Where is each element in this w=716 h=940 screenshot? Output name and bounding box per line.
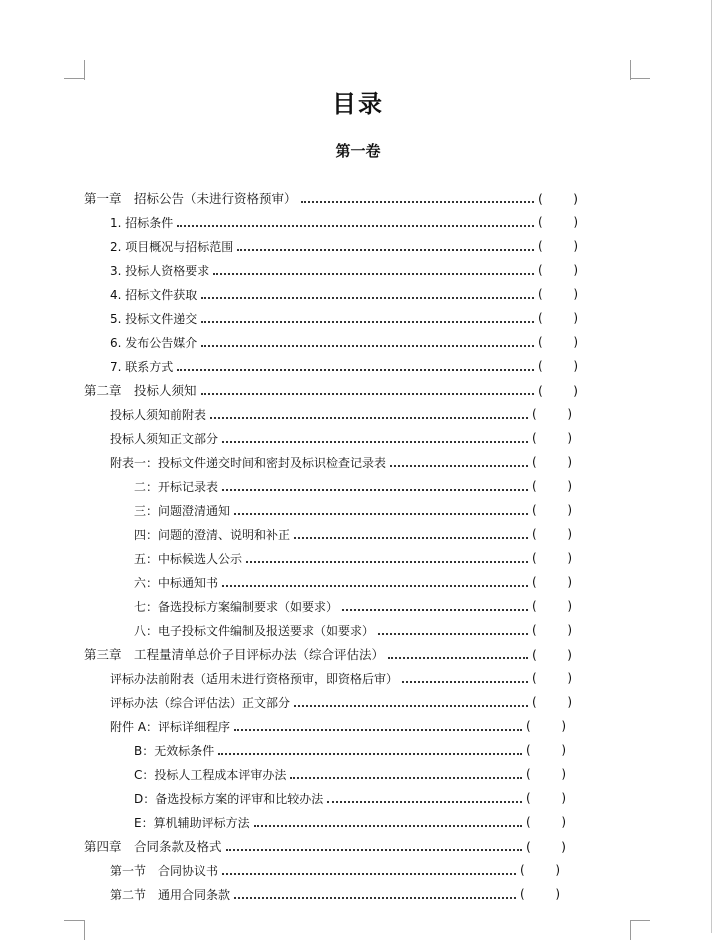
toc-entry-label: 2. 项目概况与招标范围 bbox=[110, 239, 234, 254]
toc-entry[interactable] bbox=[110, 283, 578, 305]
page-paren-close: ) bbox=[573, 215, 578, 229]
toc-leader-dots bbox=[222, 488, 528, 491]
page-paren-close: ) bbox=[567, 551, 572, 565]
toc-page-number bbox=[526, 839, 566, 854]
toc-entry-label: B：无效标条件 bbox=[134, 743, 215, 758]
toc-entry-label: 第二章 投标人须知 bbox=[84, 383, 197, 398]
page-paren-open: ( bbox=[532, 695, 537, 709]
toc-page-number bbox=[532, 455, 572, 469]
volume-title: 第一卷 bbox=[335, 142, 381, 160]
toc-entry[interactable] bbox=[110, 427, 572, 449]
toc-page-number bbox=[526, 815, 566, 829]
toc-leader-dots bbox=[378, 632, 528, 635]
page-paren-close: ) bbox=[567, 503, 572, 517]
toc-entry[interactable] bbox=[84, 643, 572, 665]
page-paren-open: ( bbox=[538, 239, 543, 253]
page-paren-close: ) bbox=[561, 767, 566, 781]
page-paren-close: ) bbox=[555, 863, 560, 877]
toc-leader-dots bbox=[237, 248, 534, 251]
page-paren-open: ( bbox=[526, 838, 531, 854]
toc-leader-dots bbox=[177, 368, 534, 371]
page-paren-close: ) bbox=[573, 190, 578, 206]
toc-entry[interactable] bbox=[110, 259, 578, 281]
toc-page-number bbox=[526, 743, 566, 757]
page-paren-close: ) bbox=[573, 311, 578, 325]
page-paren-open: ( bbox=[532, 431, 537, 445]
toc-entry[interactable] bbox=[110, 403, 572, 425]
toc-page-number bbox=[532, 671, 572, 685]
toc-entry-label: 第四章 合同条款及格式 bbox=[84, 839, 222, 854]
page-paren-close: ) bbox=[561, 815, 566, 829]
toc-entry-label: 第二节 通用合同条款 bbox=[110, 887, 231, 902]
page-paren-close: ) bbox=[567, 646, 572, 662]
toc-entry-label: 附表一：投标文件递交时间和密封及标识检查记录表 bbox=[110, 455, 387, 470]
toc-page-number bbox=[532, 623, 572, 637]
toc-page-number bbox=[526, 767, 566, 781]
page-paren-close: ) bbox=[573, 239, 578, 253]
page-paren-open: ( bbox=[526, 743, 531, 757]
toc-entry[interactable] bbox=[84, 187, 578, 209]
toc-entry[interactable] bbox=[110, 715, 566, 737]
toc-page-number bbox=[526, 719, 566, 733]
toc-entry[interactable] bbox=[110, 451, 572, 473]
toc-leader-dots bbox=[226, 848, 522, 851]
toc-page-number bbox=[520, 887, 560, 901]
page-paren-open: ( bbox=[532, 646, 537, 662]
toc-leader-dots bbox=[213, 272, 534, 275]
page-paren-open: ( bbox=[538, 215, 543, 229]
toc-entry-label: 5. 投标文件递交 bbox=[110, 311, 198, 326]
page-paren-open: ( bbox=[532, 527, 537, 541]
toc-entry[interactable] bbox=[110, 211, 578, 233]
toc-entry[interactable] bbox=[110, 235, 578, 257]
page-paren-close: ) bbox=[567, 479, 572, 493]
page-paren-open: ( bbox=[538, 335, 543, 349]
page-paren-open: ( bbox=[532, 671, 537, 685]
toc-page-number bbox=[526, 791, 566, 805]
toc-leader-dots bbox=[294, 536, 528, 539]
toc-entry-label: 6. 发布公告媒介 bbox=[110, 335, 198, 350]
toc-entry[interactable] bbox=[134, 619, 572, 641]
page-paren-close: ) bbox=[567, 455, 572, 469]
toc-leader-dots bbox=[201, 320, 534, 323]
page-paren-open: ( bbox=[532, 623, 537, 637]
toc-entry-label: 投标人须知正文部分 bbox=[110, 431, 219, 446]
toc-leader-dots bbox=[210, 416, 528, 419]
toc-entry[interactable] bbox=[134, 811, 566, 833]
toc-page-number bbox=[520, 863, 560, 877]
toc-entry-label: 评标办法前附表（适用未进行资格预审，即资格后审） bbox=[110, 671, 399, 686]
toc-entry[interactable] bbox=[134, 547, 572, 569]
toc-page-number bbox=[532, 695, 572, 709]
toc-page-number bbox=[538, 335, 578, 349]
page-paren-open: ( bbox=[538, 311, 543, 325]
page-paren-open: ( bbox=[532, 575, 537, 589]
page-paren-close: ) bbox=[567, 431, 572, 445]
toc-page-number bbox=[532, 407, 572, 421]
toc-page-number bbox=[538, 359, 578, 373]
toc-entry[interactable] bbox=[134, 499, 572, 521]
toc-page-number bbox=[532, 431, 572, 445]
toc-entry[interactable] bbox=[84, 835, 566, 857]
page-paren-close: ) bbox=[567, 671, 572, 685]
toc-leader-dots bbox=[222, 440, 528, 443]
page-paren-close: ) bbox=[561, 743, 566, 757]
toc-entry-label: 四：问题的澄清、说明和补正 bbox=[134, 527, 291, 542]
page-paren-close: ) bbox=[567, 407, 572, 421]
page-paren-open: ( bbox=[526, 815, 531, 829]
toc-leader-dots bbox=[222, 872, 516, 875]
toc-entry-label: 六：中标通知书 bbox=[134, 575, 219, 590]
page-paren-open: ( bbox=[520, 887, 525, 901]
page-paren-open: ( bbox=[532, 599, 537, 613]
page-paren-close: ) bbox=[561, 791, 566, 805]
toc-leader-dots bbox=[301, 200, 534, 203]
page-paren-close: ) bbox=[573, 287, 578, 301]
toc-entry-label: 3. 投标人资格要求 bbox=[110, 263, 210, 278]
toc-page-number bbox=[532, 575, 572, 589]
toc-entry-label: 7. 联系方式 bbox=[110, 359, 174, 374]
toc-entry[interactable] bbox=[134, 739, 566, 761]
toc-leader-dots bbox=[201, 344, 534, 347]
page-paren-close: ) bbox=[567, 695, 572, 709]
toc-leader-dots bbox=[234, 728, 522, 731]
page-paren-open: ( bbox=[532, 551, 537, 565]
page-paren-close: ) bbox=[567, 623, 572, 637]
toc-entry-label: 五：中标候选人公示 bbox=[134, 551, 243, 566]
toc-entry-label: 七：备选投标方案编制要求（如要求） bbox=[134, 599, 339, 614]
toc-entry[interactable] bbox=[110, 355, 578, 377]
page-paren-open: ( bbox=[538, 287, 543, 301]
toc-entry-label: 4. 招标文件获取 bbox=[110, 287, 198, 302]
toc-leader-dots bbox=[201, 296, 534, 299]
toc-page-number bbox=[538, 311, 578, 325]
toc-entry[interactable] bbox=[110, 691, 572, 713]
toc-entry-label: 投标人须知前附表 bbox=[110, 407, 207, 422]
toc-entry-label: 二：开标记录表 bbox=[134, 479, 219, 494]
page-paren-close: ) bbox=[561, 838, 566, 854]
toc-leader-dots bbox=[222, 584, 528, 587]
toc-page-number bbox=[532, 551, 572, 565]
toc-entry[interactable] bbox=[84, 379, 578, 401]
toc-entry-label: 第一节 合同协议书 bbox=[110, 863, 219, 878]
toc-page-number bbox=[538, 263, 578, 277]
page-paren-open: ( bbox=[532, 503, 537, 517]
toc-entry[interactable] bbox=[110, 307, 578, 329]
toc-entry-label: 八：电子投标文件编制及报送要求（如要求） bbox=[134, 623, 375, 638]
toc-page-number bbox=[538, 215, 578, 229]
toc-leader-dots bbox=[234, 896, 516, 899]
page-title: 目录 bbox=[332, 90, 384, 118]
toc-leader-dots bbox=[234, 512, 528, 515]
page-paren-open: ( bbox=[532, 479, 537, 493]
toc-entry-label: 第一章 招标公告（未进行资格预审） bbox=[84, 191, 297, 206]
page-paren-close: ) bbox=[567, 527, 572, 541]
toc-entry[interactable] bbox=[110, 859, 560, 881]
toc-entry-label: 1. 招标条件 bbox=[110, 215, 174, 230]
toc-leader-dots bbox=[246, 560, 528, 563]
page-paren-open: ( bbox=[532, 455, 537, 469]
toc-page-number bbox=[532, 503, 572, 517]
toc-entry-label: 附件 A：评标详细程序 bbox=[110, 719, 231, 734]
page-paren-open: ( bbox=[538, 190, 543, 206]
page-paren-close: ) bbox=[573, 359, 578, 373]
toc-entry[interactable] bbox=[110, 883, 560, 905]
page-paren-open: ( bbox=[538, 263, 543, 277]
toc-entry-label: D：备选投标方案的评审和比较办法 bbox=[134, 791, 324, 806]
toc-page-number bbox=[538, 191, 578, 206]
toc-leader-dots bbox=[290, 776, 522, 779]
page-paren-open: ( bbox=[526, 791, 531, 805]
page-paren-open: ( bbox=[532, 407, 537, 421]
toc-leader-dots bbox=[390, 464, 528, 467]
toc-entry[interactable] bbox=[134, 763, 566, 785]
page-paren-close: ) bbox=[567, 599, 572, 613]
toc-entry[interactable] bbox=[134, 523, 572, 545]
toc-entry-label: C：投标人工程成本评审办法 bbox=[134, 767, 287, 782]
toc-leader-dots bbox=[327, 800, 522, 803]
toc-entry[interactable] bbox=[134, 571, 572, 593]
toc-entry[interactable] bbox=[134, 475, 572, 497]
toc-leader-dots bbox=[201, 392, 534, 395]
toc-page-number bbox=[532, 527, 572, 541]
toc-entry[interactable] bbox=[110, 331, 578, 353]
toc-page-number bbox=[532, 599, 572, 613]
page-paren-open: ( bbox=[520, 863, 525, 877]
page-paren-close: ) bbox=[573, 335, 578, 349]
page-paren-open: ( bbox=[538, 359, 543, 373]
toc-page-number bbox=[532, 647, 572, 662]
toc-page-number bbox=[532, 479, 572, 493]
toc-leader-dots bbox=[294, 704, 528, 707]
toc-page-number bbox=[538, 287, 578, 301]
toc-page-number bbox=[538, 383, 578, 398]
page-paren-close: ) bbox=[555, 887, 560, 901]
toc-leader-dots bbox=[388, 656, 528, 659]
page-paren-open: ( bbox=[526, 767, 531, 781]
page-paren-close: ) bbox=[567, 575, 572, 589]
page-paren-close: ) bbox=[573, 263, 578, 277]
toc-leader-dots bbox=[254, 824, 522, 827]
page-paren-close: ) bbox=[561, 719, 566, 733]
toc-leader-dots bbox=[218, 752, 522, 755]
toc-leader-dots bbox=[342, 608, 528, 611]
toc-entry-label: 三：问题澄清通知 bbox=[134, 503, 231, 518]
toc-entry[interactable] bbox=[110, 667, 572, 689]
toc-entry[interactable] bbox=[134, 787, 566, 809]
toc-leader-dots bbox=[402, 680, 528, 683]
page-paren-open: ( bbox=[538, 382, 543, 398]
toc-entry-label: 第三章 工程量清单总价子目评标办法（综合评估法） bbox=[84, 647, 385, 662]
page-paren-close: ) bbox=[573, 382, 578, 398]
toc-leader-dots bbox=[177, 224, 534, 227]
toc-entry-label: 评标办法（综合评估法）正文部分 bbox=[110, 695, 291, 710]
page-paren-open: ( bbox=[526, 719, 531, 733]
toc-entry[interactable] bbox=[134, 595, 572, 617]
toc-entry-label: E：算机辅助评标方法 bbox=[134, 815, 250, 830]
toc-page-number bbox=[538, 239, 578, 253]
